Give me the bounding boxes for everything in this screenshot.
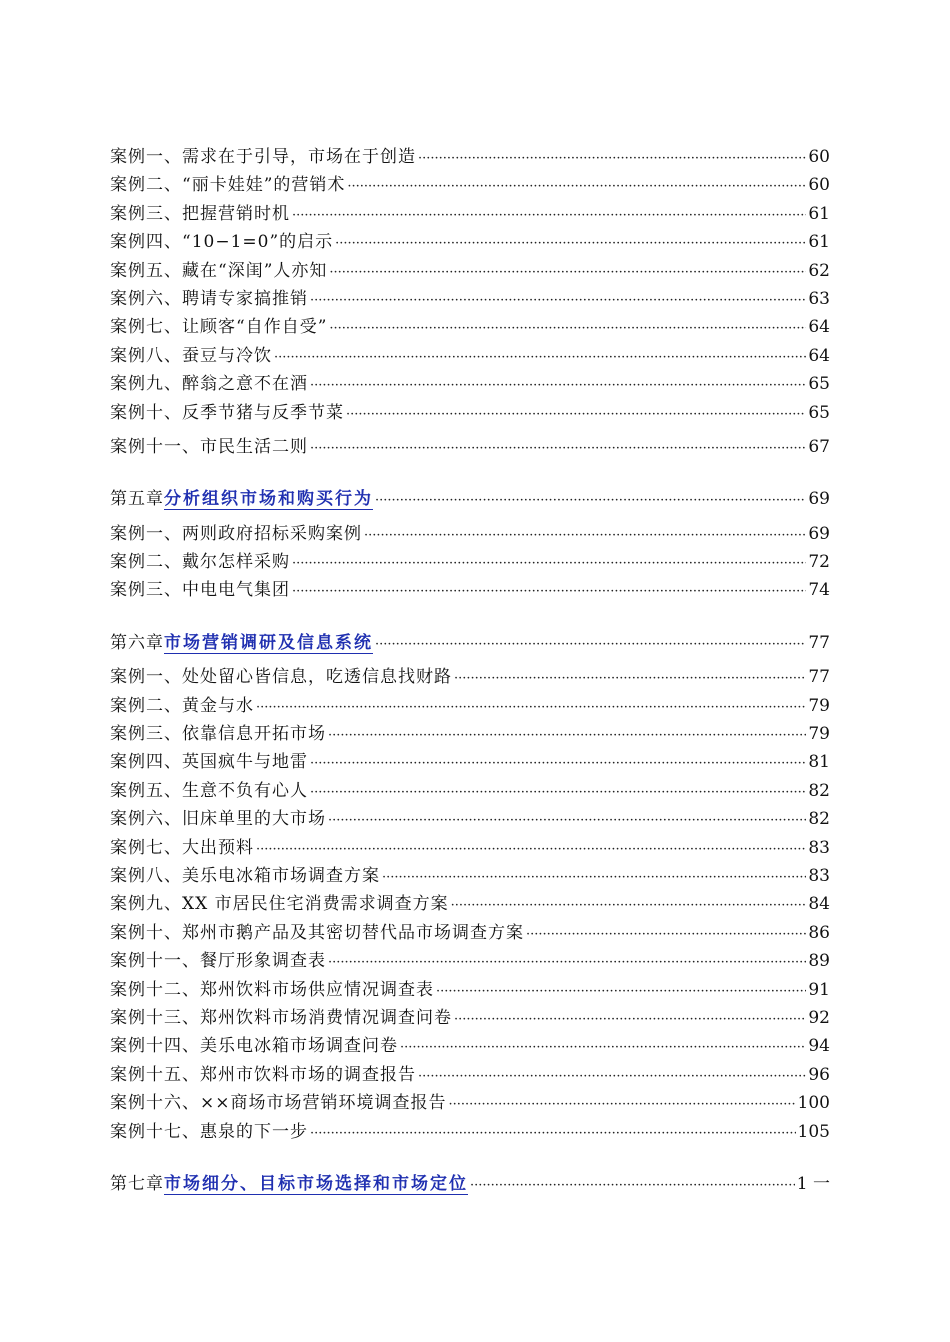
case-entry[interactable]: [110, 890, 830, 918]
section-gap: [110, 461, 830, 485]
case-title: 案例六、聘请专家搞推销: [110, 288, 308, 309]
case-entry[interactable]: [110, 548, 830, 576]
section-gap: [110, 1146, 830, 1170]
page-number: 60: [808, 147, 830, 167]
case-entry[interactable]: [110, 576, 830, 604]
case-entry[interactable]: [110, 692, 830, 720]
page-number: 77: [808, 632, 830, 653]
case-title: 案例十七、惠泉的下一步: [110, 1121, 308, 1142]
case-entry[interactable]: [110, 1118, 830, 1146]
case-entry[interactable]: [110, 313, 830, 341]
case-entry[interactable]: [110, 834, 830, 862]
case-title: 案例十五、郑州市饮料市场的调查报告: [110, 1064, 416, 1085]
page-number: 79: [808, 695, 830, 716]
dot-leader: [310, 287, 806, 313]
case-title: 案例七、让顾客“自作自受”: [110, 317, 328, 338]
case-title: 案例三、把握营销时机: [110, 203, 290, 224]
page-number: 94: [808, 1036, 830, 1057]
page-number: 89: [808, 951, 830, 972]
case-title: 案例十四、美乐电冰箱市场调查问卷: [110, 1036, 398, 1057]
dot-leader: [375, 487, 806, 513]
page-number: 92: [808, 1007, 830, 1028]
page-number: 67: [808, 436, 830, 457]
case-title: 案例十、反季节猪与反季节菜: [110, 402, 344, 423]
page-number: 61: [808, 232, 830, 253]
dot-leader: [329, 259, 806, 285]
case-title: 案例四、“10−1=0”的启示: [110, 232, 334, 253]
case-title: 案例十三、郑州饮料市场消费情况调查问卷: [110, 1007, 452, 1028]
page-number: 105: [797, 1121, 830, 1142]
case-entry[interactable]: [110, 720, 830, 748]
dot-leader: [364, 522, 806, 548]
page-number: 86: [808, 922, 830, 943]
dot-leader: [451, 892, 807, 918]
case-entry[interactable]: [110, 143, 830, 171]
chapter-link[interactable]: 分析组织市场和购买行为: [164, 489, 373, 510]
dot-leader: [347, 173, 806, 199]
case-title: 案例八、美乐电冰箱市场调查方案: [110, 865, 380, 886]
dot-leader: [454, 665, 806, 691]
case-title: 案例四、英国疯牛与地雷: [110, 752, 308, 773]
case-title: 案例一、需求在于引导，市场在于创造: [110, 147, 416, 167]
dot-leader: [526, 921, 806, 947]
case-title: 案例十一、餐厅形象调查表: [110, 951, 326, 972]
page-number: 91: [808, 979, 830, 1000]
chapter-entry: [110, 1170, 830, 1198]
chapter-number: 第七章: [110, 1173, 164, 1194]
dot-leader: [292, 202, 806, 228]
page-number: 72: [808, 552, 830, 573]
chapter-link[interactable]: 市场细分、目标市场选择和市场定位: [164, 1173, 468, 1194]
case-title: 案例十一、市民生活二则: [110, 436, 308, 457]
dot-leader: [256, 694, 806, 720]
page-number: 82: [808, 780, 830, 801]
case-entry[interactable]: [110, 663, 830, 691]
chapter-entry: [110, 629, 830, 657]
section-gap: [110, 605, 830, 629]
page-number: 64: [808, 345, 830, 366]
case-title: 案例八、蚕豆与冷饮: [110, 345, 272, 366]
case-entry[interactable]: [110, 1089, 830, 1117]
dot-leader: [310, 435, 806, 461]
case-entry[interactable]: [110, 285, 830, 313]
page-number: 81: [808, 752, 830, 773]
page-number: 77: [808, 667, 830, 688]
case-entry[interactable]: [110, 862, 830, 890]
dot-leader: [418, 1063, 806, 1089]
case-entry[interactable]: [110, 919, 830, 947]
case-title: 案例三、依靠信息开拓市场: [110, 724, 326, 745]
case-entry[interactable]: [110, 777, 830, 805]
dot-leader: [328, 722, 806, 748]
dot-leader: [310, 779, 806, 805]
dot-leader: [292, 578, 806, 604]
page-number: 82: [808, 809, 830, 830]
case-entry[interactable]: [110, 1032, 830, 1060]
page-number: 84: [808, 894, 830, 915]
case-entry[interactable]: [110, 200, 830, 228]
dot-leader: [418, 145, 806, 171]
case-entry[interactable]: [110, 399, 830, 427]
page-number: 64: [808, 317, 830, 338]
case-entry[interactable]: [110, 976, 830, 1004]
dot-leader: [310, 1120, 796, 1146]
case-title: 案例五、藏在“深闺”人亦知: [110, 260, 328, 281]
case-entry[interactable]: [110, 1061, 830, 1089]
chapter-number: 第五章: [110, 489, 164, 510]
case-title: 案例一、两则政府招标采购案例: [110, 523, 362, 544]
case-title: 案例十、郑州市鹅产品及其密切替代品市场调查方案: [110, 922, 524, 943]
page-number: 1 一: [796, 1173, 830, 1194]
case-title: 案例六、旧床单里的大市场: [110, 809, 326, 830]
case-title: 案例七、大出预料: [110, 837, 254, 858]
case-entry[interactable]: [110, 805, 830, 833]
case-entry[interactable]: [110, 171, 830, 199]
page-number: 65: [808, 374, 830, 395]
case-entry[interactable]: [110, 520, 830, 548]
page-number: 69: [808, 489, 830, 510]
dot-leader: [329, 315, 806, 341]
page-number: 83: [808, 837, 830, 858]
page-number: 96: [808, 1064, 830, 1085]
page-number: 83: [808, 865, 830, 886]
chapter-spacer: [110, 1198, 830, 1204]
dot-leader: [400, 1034, 806, 1060]
dot-leader: [382, 864, 806, 890]
dot-leader: [346, 401, 806, 427]
case-entry[interactable]: [110, 370, 830, 398]
case-entry[interactable]: [110, 342, 830, 370]
dot-leader: [274, 344, 806, 370]
page-number: 74: [808, 580, 830, 601]
table-of-contents: [110, 143, 830, 1204]
case-entry[interactable]: [110, 433, 830, 461]
chapter-entry: [110, 485, 830, 513]
page-number: 69: [808, 523, 830, 544]
case-title: 案例九、XX 市居民住宅消费需求调查方案: [110, 894, 449, 915]
page-number: 61: [808, 203, 830, 224]
case-title: 案例三、中电电气集团: [110, 580, 290, 601]
dot-leader: [335, 230, 806, 256]
case-title: 案例九、醉翁之意不在酒: [110, 374, 308, 395]
case-entry[interactable]: [110, 228, 830, 256]
page-number: 62: [808, 260, 830, 281]
case-title: 案例五、生意不负有心人: [110, 780, 308, 801]
dot-leader: [292, 550, 806, 576]
page-number: 63: [808, 288, 830, 309]
page-number: 79: [808, 724, 830, 745]
case-entry[interactable]: [110, 257, 830, 285]
dot-leader: [454, 1006, 806, 1032]
case-title: 案例一、处处留心皆信息，吃透信息找财路: [110, 667, 452, 688]
dot-leader: [328, 807, 806, 833]
chapter-number: 第六章: [110, 632, 164, 653]
case-entry[interactable]: [110, 1004, 830, 1032]
page-number: 65: [808, 402, 830, 423]
page-number: 100: [797, 1093, 830, 1114]
case-entry[interactable]: [110, 748, 830, 776]
dot-leader: [328, 949, 806, 975]
dot-leader: [310, 750, 806, 776]
case-title: 案例十六、××商场市场营销环境调查报告: [110, 1093, 447, 1114]
dot-leader: [436, 978, 806, 1004]
dot-leader: [310, 372, 806, 398]
dot-leader: [470, 1172, 795, 1198]
case-title: 案例二、黄金与水: [110, 695, 254, 716]
case-entry[interactable]: [110, 947, 830, 975]
chapter-link[interactable]: 市场营销调研及信息系统: [164, 632, 373, 653]
page-number: 60: [808, 175, 830, 196]
case-title: 案例二、“丽卡娃娃”的营销术: [110, 175, 346, 196]
case-title: 案例二、戴尔怎样采购: [110, 552, 290, 573]
dot-leader: [449, 1091, 796, 1117]
dot-leader: [375, 631, 806, 657]
case-title: 案例十二、郑州饮料市场供应情况调查表: [110, 979, 434, 1000]
dot-leader: [256, 836, 806, 862]
